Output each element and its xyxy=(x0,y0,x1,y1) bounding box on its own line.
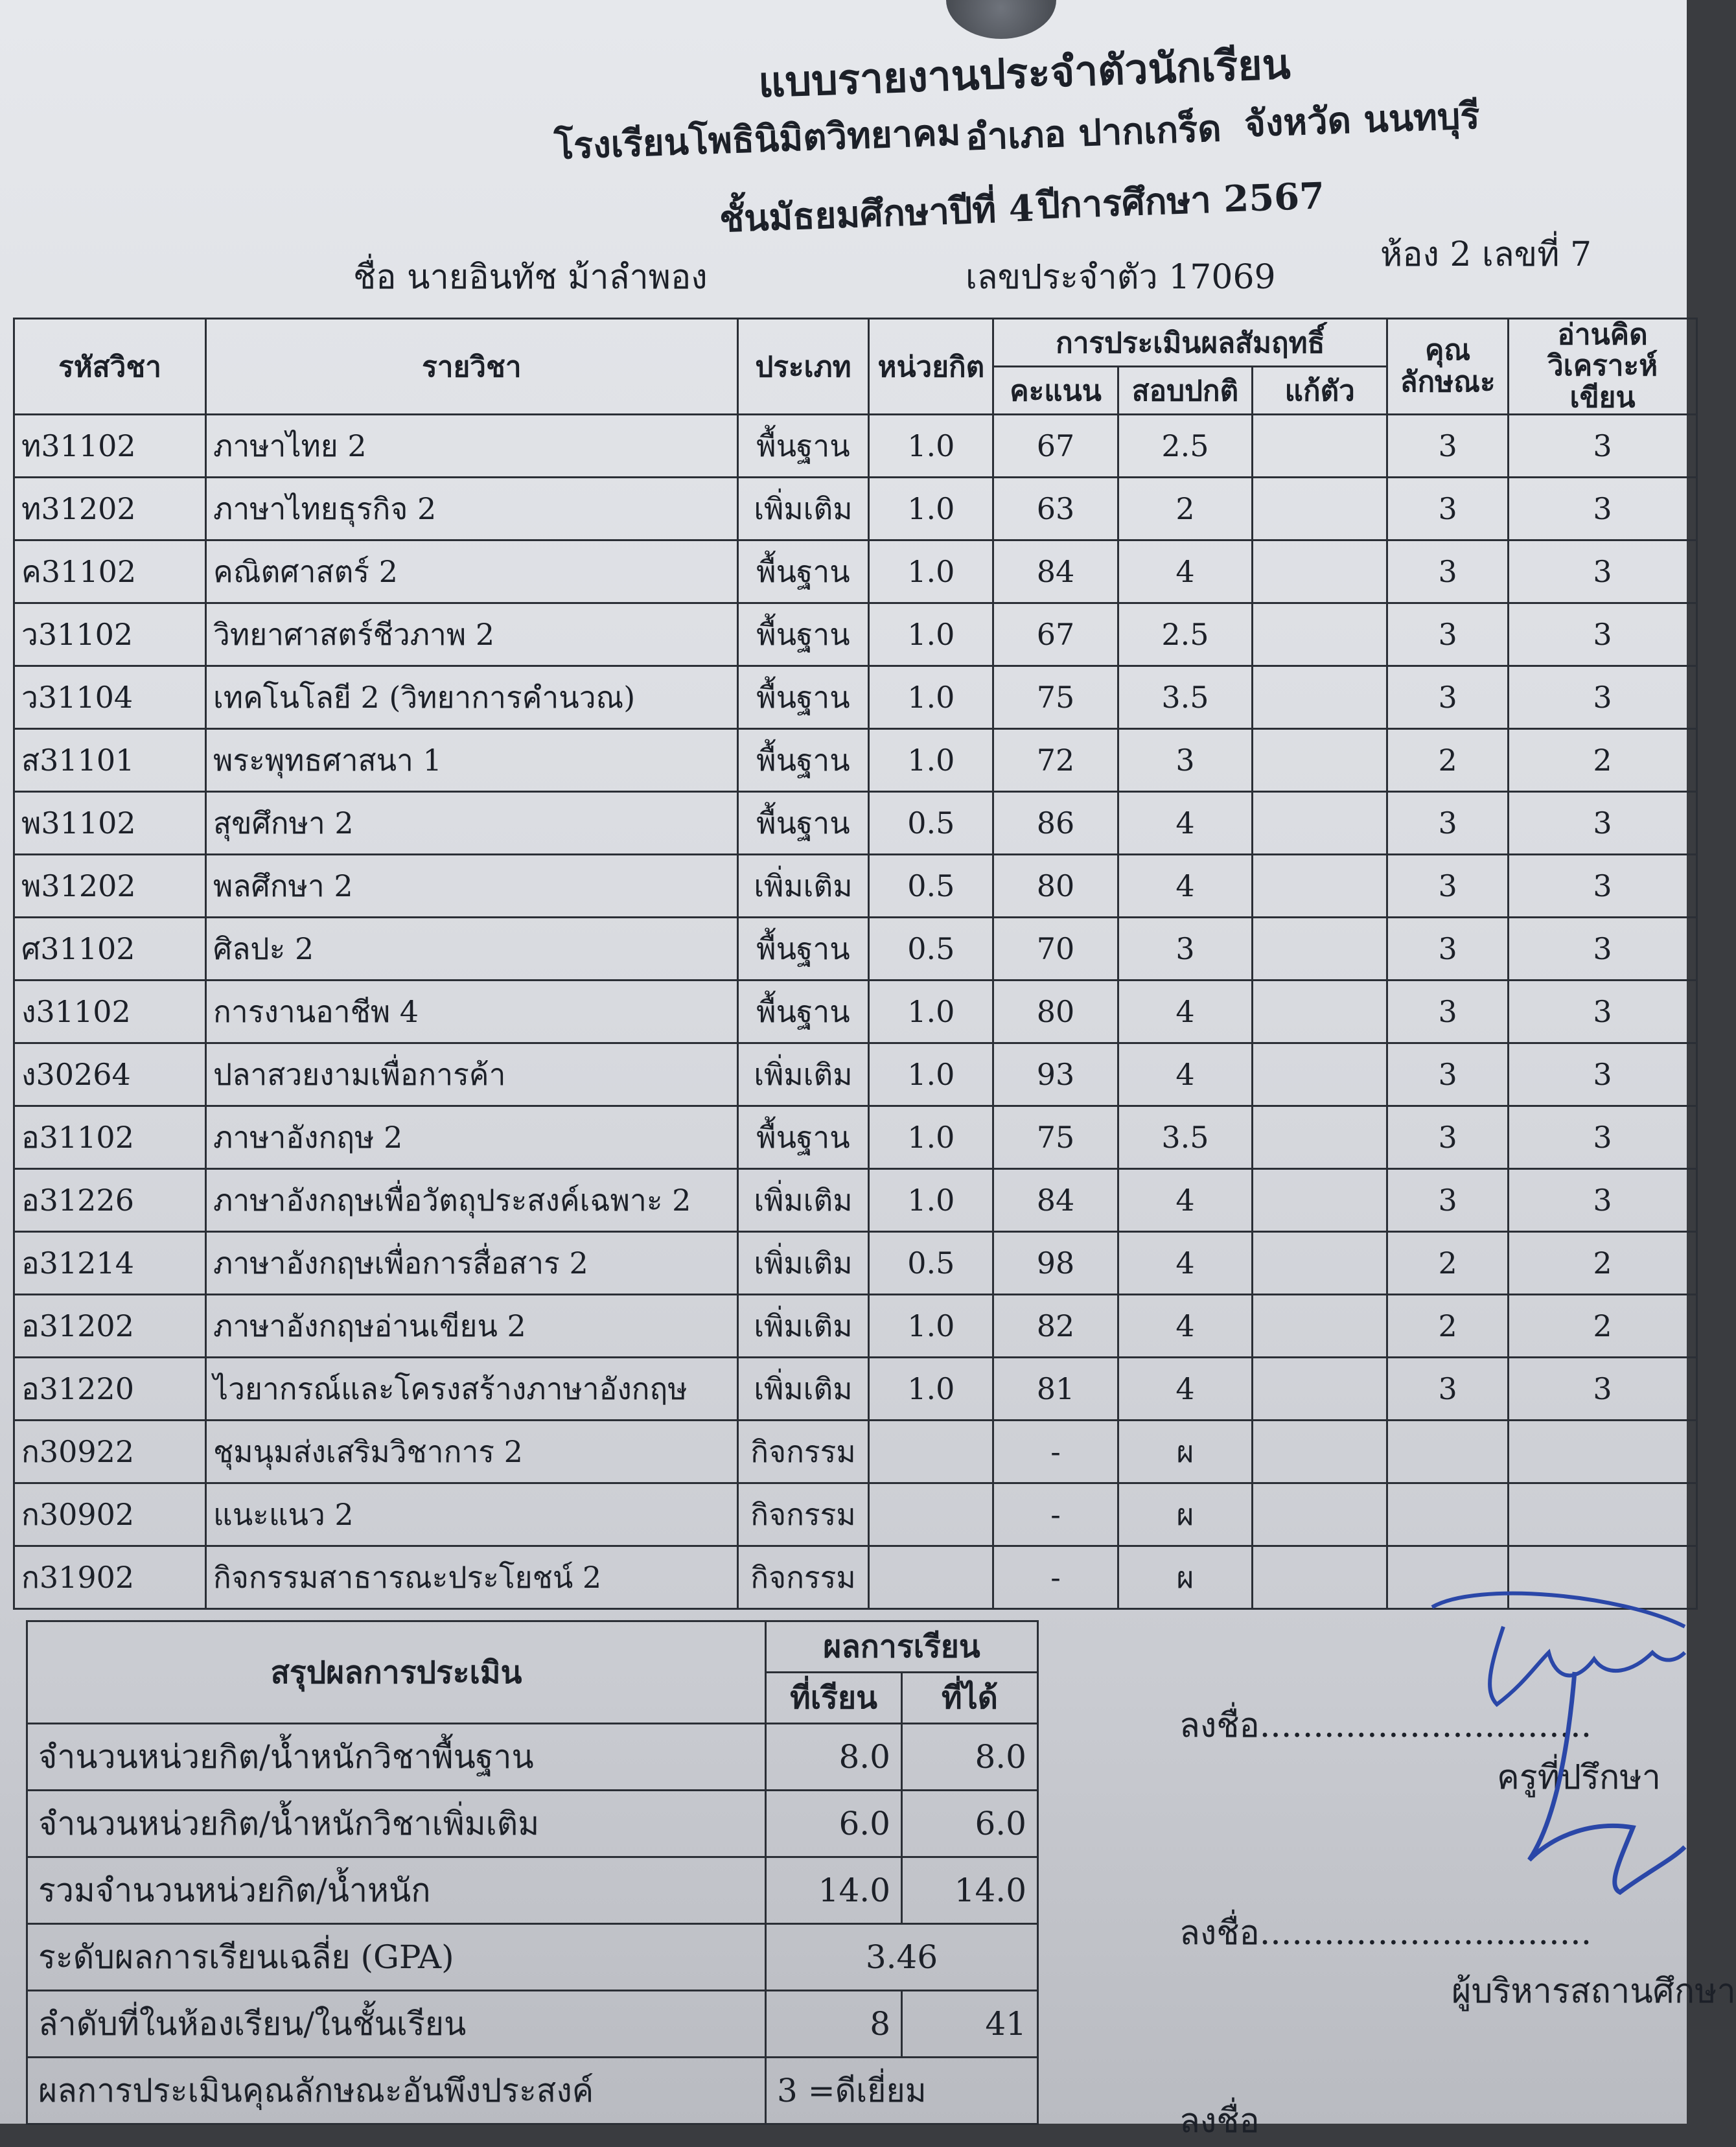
col-reading: อ่านคิด วิเคราะห์เขียน xyxy=(1509,319,1697,415)
subject-retake xyxy=(1253,478,1387,540)
subject-type: เพิ่มเติม xyxy=(737,1169,869,1232)
subject-name: พระพุทธศาสนา 1 xyxy=(206,729,738,792)
subject-type: พื้นฐาน xyxy=(737,981,869,1043)
subject-code: ส31101 xyxy=(14,729,206,792)
subject-character: 3 xyxy=(1387,1358,1509,1421)
summary-title: สรุปผลการประเมิน xyxy=(27,1621,766,1724)
summary-row xyxy=(27,1857,1038,1924)
subject-grade: 4 xyxy=(1118,855,1253,918)
subject-score: 93 xyxy=(993,1043,1118,1106)
col-grade: สอบปกติ xyxy=(1118,367,1253,415)
subject-reading: 3 xyxy=(1509,855,1697,918)
subject-reading: 3 xyxy=(1509,1043,1697,1106)
subject-code: ก30922 xyxy=(14,1421,206,1483)
table-row xyxy=(14,415,1697,478)
subject-score: 75 xyxy=(993,1106,1118,1169)
subject-code: อ31220 xyxy=(14,1358,206,1421)
subject-name: พลศึกษา 2 xyxy=(206,855,738,918)
subject-name: ภาษาอังกฤษเพื่อวัตถุประสงค์เฉพาะ 2 xyxy=(206,1169,738,1232)
report-title: แบบรายงานประจำตัวนักเรียน xyxy=(757,40,1291,108)
subject-credit: 0.5 xyxy=(869,918,993,981)
summary-studied: 14.0 xyxy=(766,1857,902,1924)
col-credit: หน่วยกิต xyxy=(869,319,993,415)
subject-character: 2 xyxy=(1387,1232,1509,1295)
advisor-signature-line: ลงชื่อ............................... xyxy=(1179,1706,1592,1745)
subject-character: 3 xyxy=(1387,855,1509,918)
subject-type: เพิ่มเติม xyxy=(737,1043,869,1106)
subject-type: เพิ่มเติม xyxy=(737,478,869,540)
subject-name: ภาษาไทย 2 xyxy=(206,415,738,478)
subject-code: อ31102 xyxy=(14,1106,206,1169)
subject-grade: ผ xyxy=(1118,1546,1253,1609)
table-row xyxy=(14,666,1697,729)
subject-grade: 4 xyxy=(1118,981,1253,1043)
subject-credit: 0.5 xyxy=(869,1232,993,1295)
subject-reading: 3 xyxy=(1509,415,1697,478)
subject-code: ท31102 xyxy=(14,415,206,478)
subject-code: อ31226 xyxy=(14,1169,206,1232)
subject-score: 84 xyxy=(993,1169,1118,1232)
subject-grade: 4 xyxy=(1118,1295,1253,1358)
subject-name: ภาษาไทยธุรกิจ 2 xyxy=(206,478,738,540)
subject-credit: 1.0 xyxy=(869,729,993,792)
subject-type: พื้นฐาน xyxy=(737,918,869,981)
subject-name: ชุมนุมส่งเสริมวิชาการ 2 xyxy=(206,1421,738,1483)
table-row xyxy=(14,792,1697,855)
table-row xyxy=(14,1169,1697,1232)
col-type: ประเภท xyxy=(737,319,869,415)
summary-studied-header: ที่เรียน xyxy=(766,1673,902,1724)
subject-reading: 2 xyxy=(1509,1232,1697,1295)
subject-code: ท31202 xyxy=(14,478,206,540)
subject-retake xyxy=(1253,1295,1387,1358)
student-id: เลขประจำตัว 17069 xyxy=(966,258,1276,297)
subject-name: ภาษาอังกฤษเพื่อการสื่อสาร 2 xyxy=(206,1232,738,1295)
subject-credit: 1.0 xyxy=(869,1295,993,1358)
subject-reading: 3 xyxy=(1509,666,1697,729)
col-retake: แก้ตัว xyxy=(1253,367,1387,415)
table-row xyxy=(14,1483,1697,1546)
subject-credit: 1.0 xyxy=(869,540,993,603)
subject-grade: 2.5 xyxy=(1118,603,1253,666)
subject-type: กิจกรรม xyxy=(737,1421,869,1483)
rank-class: 41 xyxy=(902,1991,1038,2058)
subject-score: 98 xyxy=(993,1232,1118,1295)
subject-grade: ผ xyxy=(1118,1421,1253,1483)
province: จังหวัด นนทบุรี xyxy=(1243,94,1481,146)
table-row xyxy=(14,478,1697,540)
school-name: โรงเรียนโพธินิมิตวิทยาคม xyxy=(553,111,962,168)
rank-room: 8 xyxy=(766,1991,902,2058)
subject-reading xyxy=(1509,1421,1697,1483)
subject-type: พื้นฐาน xyxy=(737,603,869,666)
subject-retake xyxy=(1253,1169,1387,1232)
subject-credit: 1.0 xyxy=(869,415,993,478)
subject-score: 80 xyxy=(993,981,1118,1043)
table-row xyxy=(14,1295,1697,1358)
subject-character: 3 xyxy=(1387,478,1509,540)
director-title: ผู้บริหารสถานศึกษา xyxy=(1452,1972,1736,2011)
subject-grade: 3.5 xyxy=(1118,1106,1253,1169)
subject-character: 3 xyxy=(1387,603,1509,666)
subject-reading: 3 xyxy=(1509,981,1697,1043)
subject-retake xyxy=(1253,1232,1387,1295)
subject-name: ปลาสวยงามเพื่อการค้า xyxy=(206,1043,738,1106)
col-code: รหัสวิชา xyxy=(14,319,206,415)
table-row xyxy=(14,603,1697,666)
summary-label: จำนวนหน่วยกิต/น้ำหนักวิชาเพิ่มเติม xyxy=(27,1791,766,1857)
grades-table xyxy=(13,318,1698,1610)
subject-character: 2 xyxy=(1387,1295,1509,1358)
subject-retake xyxy=(1253,918,1387,981)
character-label: ผลการประเมินคุณลักษณะอันพึงประสงค์ xyxy=(27,2058,766,2124)
subject-score: - xyxy=(993,1483,1118,1546)
subject-reading: 3 xyxy=(1509,603,1697,666)
rank-label: ลำดับที่ในห้องเรียน/ในชั้นเรียน xyxy=(27,1991,766,2058)
subject-reading: 3 xyxy=(1509,540,1697,603)
subject-score: - xyxy=(993,1546,1118,1609)
subject-credit: 1.0 xyxy=(869,478,993,540)
table-row xyxy=(14,1106,1697,1169)
subject-grade: 4 xyxy=(1118,1358,1253,1421)
subject-grade: 3.5 xyxy=(1118,666,1253,729)
subject-retake xyxy=(1253,415,1387,478)
summary-earned: 8.0 xyxy=(902,1724,1038,1791)
col-subject: รายวิชา xyxy=(206,319,738,415)
subject-retake xyxy=(1253,855,1387,918)
subject-score: 63 xyxy=(993,478,1118,540)
subject-character: 3 xyxy=(1387,540,1509,603)
subject-code: พ31102 xyxy=(14,792,206,855)
subject-name: ภาษาอังกฤษอ่านเขียน 2 xyxy=(206,1295,738,1358)
subject-code: ง30264 xyxy=(14,1043,206,1106)
subject-name: วิทยาศาสตร์ชีวภาพ 2 xyxy=(206,603,738,666)
subject-credit: 1.0 xyxy=(869,666,993,729)
subject-score: 67 xyxy=(993,415,1118,478)
subject-code: ก30902 xyxy=(14,1483,206,1546)
col-character: คุณ ลักษณะ xyxy=(1387,319,1509,415)
subject-retake xyxy=(1253,1043,1387,1106)
col-assessment: การประเมินผลสัมฤทธิ์ xyxy=(993,319,1387,367)
subject-name: การงานอาชีพ 4 xyxy=(206,981,738,1043)
subject-credit: 1.0 xyxy=(869,1106,993,1169)
subject-score: 67 xyxy=(993,603,1118,666)
subject-grade: 3 xyxy=(1118,729,1253,792)
school-seal xyxy=(946,0,1056,39)
subject-type: พื้นฐาน xyxy=(737,666,869,729)
subject-credit: 1.0 xyxy=(869,1358,993,1421)
subject-type: พื้นฐาน xyxy=(737,729,869,792)
summary-table xyxy=(26,1620,1039,2125)
director-signature-line: ลงชื่อ............................... xyxy=(1179,1914,1592,1953)
table-row xyxy=(14,540,1697,603)
subject-name: ภาษาอังกฤษ 2 xyxy=(206,1106,738,1169)
subject-reading: 2 xyxy=(1509,729,1697,792)
subject-character: 3 xyxy=(1387,792,1509,855)
subject-reading: 3 xyxy=(1509,1169,1697,1232)
academic-year: ปีการศึกษา 2567 xyxy=(1036,174,1326,227)
subject-type: พื้นฐาน xyxy=(737,540,869,603)
summary-earned-header: ที่ได้ xyxy=(902,1673,1038,1724)
subject-retake xyxy=(1253,981,1387,1043)
summary-studied: 8.0 xyxy=(766,1724,902,1791)
subject-code: ศ31102 xyxy=(14,918,206,981)
table-row xyxy=(14,918,1697,981)
subject-character: 3 xyxy=(1387,1169,1509,1232)
summary-earned: 14.0 xyxy=(902,1857,1038,1924)
table-row xyxy=(14,1043,1697,1106)
subject-character: 2 xyxy=(1387,729,1509,792)
table-row xyxy=(14,981,1697,1043)
room-number: ห้อง 2 เลขที่ 7 xyxy=(1380,235,1592,274)
grades-body xyxy=(14,415,1697,1609)
character-value: 3 =ดีเยี่ยม xyxy=(766,2058,1038,2124)
subject-score: 75 xyxy=(993,666,1118,729)
subject-grade: 3 xyxy=(1118,918,1253,981)
subject-credit xyxy=(869,1546,993,1609)
subject-code: ว31104 xyxy=(14,666,206,729)
col-score: คะแนน xyxy=(993,367,1118,415)
subject-retake xyxy=(1253,666,1387,729)
subject-reading: 3 xyxy=(1509,1358,1697,1421)
subject-reading: 3 xyxy=(1509,478,1697,540)
subject-grade: 4 xyxy=(1118,1043,1253,1106)
subject-name: แนะแนว 2 xyxy=(206,1483,738,1546)
subject-score: 72 xyxy=(993,729,1118,792)
subject-reading xyxy=(1509,1483,1697,1546)
subject-code: ง31102 xyxy=(14,981,206,1043)
summary-studied: 6.0 xyxy=(766,1791,902,1857)
rank-row xyxy=(27,1991,1038,2058)
subject-name: คณิตศาสตร์ 2 xyxy=(206,540,738,603)
subject-type: เพิ่มเติม xyxy=(737,1295,869,1358)
summary-label: รวมจำนวนหน่วยกิต/น้ำหนัก xyxy=(27,1857,766,1924)
subject-score: 82 xyxy=(993,1295,1118,1358)
subject-retake xyxy=(1253,1546,1387,1609)
subject-character xyxy=(1387,1421,1509,1483)
summary-earned: 6.0 xyxy=(902,1791,1038,1857)
subject-code: อ31214 xyxy=(14,1232,206,1295)
subject-credit: 0.5 xyxy=(869,855,993,918)
subject-retake xyxy=(1253,1358,1387,1421)
subject-credit: 1.0 xyxy=(869,1043,993,1106)
subject-grade: 4 xyxy=(1118,540,1253,603)
grades-header-row xyxy=(14,319,1697,367)
subject-retake xyxy=(1253,603,1387,666)
subject-score: 84 xyxy=(993,540,1118,603)
subject-type: เพิ่มเติม xyxy=(737,1358,869,1421)
subject-type: เพิ่มเติม xyxy=(737,1232,869,1295)
subject-credit: 1.0 xyxy=(869,1169,993,1232)
subject-retake xyxy=(1253,1421,1387,1483)
subject-credit: 1.0 xyxy=(869,981,993,1043)
subject-name: กิจกรรมสาธารณะประโยชน์ 2 xyxy=(206,1546,738,1609)
subject-code: ค31102 xyxy=(14,540,206,603)
gpa-row xyxy=(27,1924,1038,1991)
subject-code: พ31202 xyxy=(14,855,206,918)
table-row xyxy=(14,1358,1697,1421)
subject-score: - xyxy=(993,1421,1118,1483)
subject-retake xyxy=(1253,1106,1387,1169)
table-row xyxy=(14,855,1697,918)
subject-grade: 4 xyxy=(1118,1232,1253,1295)
subject-type: กิจกรรม xyxy=(737,1483,869,1546)
summary-row xyxy=(27,1791,1038,1857)
subject-reading: 3 xyxy=(1509,918,1697,981)
subject-code: อ31202 xyxy=(14,1295,206,1358)
subject-character: 3 xyxy=(1387,1106,1509,1169)
subject-score: 80 xyxy=(993,855,1118,918)
district: อำเภอ ปากเกร็ด xyxy=(964,107,1222,159)
subject-credit xyxy=(869,1483,993,1546)
subject-type: พื้นฐาน xyxy=(737,1106,869,1169)
subject-character: 3 xyxy=(1387,918,1509,981)
subject-retake xyxy=(1253,1483,1387,1546)
subject-character: 3 xyxy=(1387,415,1509,478)
summary-label: จำนวนหน่วยกิต/น้ำหนักวิชาพื้นฐาน xyxy=(27,1724,766,1791)
student-name: ชื่อ นายอินทัช ม้าลำพอง xyxy=(353,258,708,297)
advisor-title: ครูที่ปรึกษา xyxy=(1497,1758,1661,1797)
subject-type: พื้นฐาน xyxy=(737,415,869,478)
subject-type: เพิ่มเติม xyxy=(737,855,869,918)
subject-reading: 2 xyxy=(1509,1295,1697,1358)
subject-character: 3 xyxy=(1387,666,1509,729)
subject-grade: 2 xyxy=(1118,478,1253,540)
subject-character xyxy=(1387,1483,1509,1546)
subject-character: 3 xyxy=(1387,981,1509,1043)
subject-credit: 1.0 xyxy=(869,603,993,666)
table-row xyxy=(14,1421,1697,1483)
subject-type: พื้นฐาน xyxy=(737,792,869,855)
grade-level: ชั้นมัธยมศึกษาปีที่ 4 xyxy=(719,187,1035,241)
subject-retake xyxy=(1253,540,1387,603)
gpa-value: 3.46 xyxy=(766,1924,1038,1991)
subject-score: 70 xyxy=(993,918,1118,981)
gpa-label: ระดับผลการเรียนเฉลี่ย (GPA) xyxy=(27,1924,766,1991)
table-row xyxy=(14,1232,1697,1295)
subject-character: 3 xyxy=(1387,1043,1509,1106)
subject-credit: 0.5 xyxy=(869,792,993,855)
subject-type: กิจกรรม xyxy=(737,1546,869,1609)
subject-name: เทคโนโลยี 2 (วิทยาการคำนวณ) xyxy=(206,666,738,729)
summary-result-header: ผลการเรียน xyxy=(766,1621,1038,1673)
third-signature-line: ลงชื่อ xyxy=(1179,2102,1260,2141)
subject-grade: ผ xyxy=(1118,1483,1253,1546)
subject-grade: 4 xyxy=(1118,1169,1253,1232)
subject-credit xyxy=(869,1421,993,1483)
subject-score: 86 xyxy=(993,792,1118,855)
handwritten-signature xyxy=(1426,1588,1687,1951)
subject-code: ก31902 xyxy=(14,1546,206,1609)
subject-name: ไวยากรณ์และโครงสร้างภาษาอังกฤษ xyxy=(206,1358,738,1421)
summary-row xyxy=(27,1724,1038,1791)
table-row xyxy=(14,729,1697,792)
summary-header-row xyxy=(27,1621,1038,1673)
subject-retake xyxy=(1253,792,1387,855)
character-row xyxy=(27,2058,1038,2124)
subject-score: 81 xyxy=(993,1358,1118,1421)
subject-reading: 3 xyxy=(1509,1106,1697,1169)
subject-name: สุขศึกษา 2 xyxy=(206,792,738,855)
subject-grade: 4 xyxy=(1118,792,1253,855)
subject-name: ศิลปะ 2 xyxy=(206,918,738,981)
subject-reading: 3 xyxy=(1509,792,1697,855)
subject-grade: 2.5 xyxy=(1118,415,1253,478)
subject-code: ว31102 xyxy=(14,603,206,666)
subject-retake xyxy=(1253,729,1387,792)
